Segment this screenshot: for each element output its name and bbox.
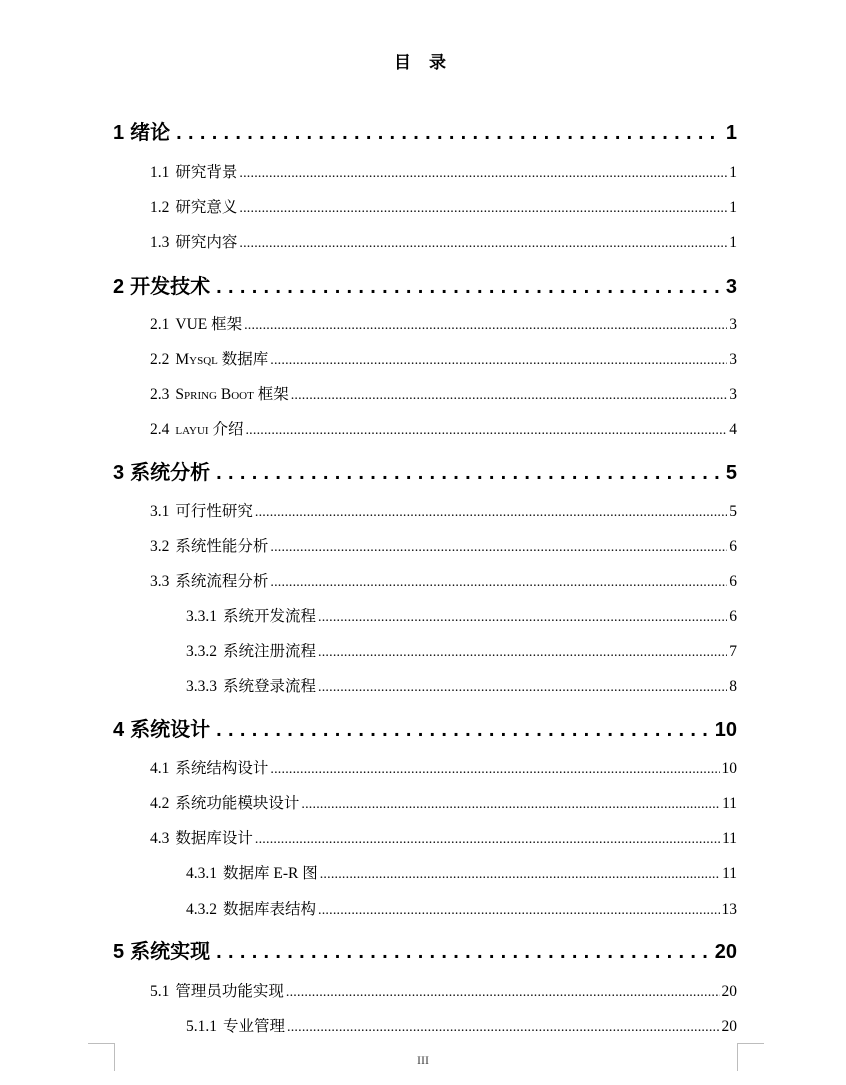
entry-text: 系统开发流程: [223, 608, 317, 625]
dot-leader: [301, 797, 720, 813]
entry-page: 1: [729, 199, 737, 216]
entry-page: 20: [714, 941, 737, 963]
entry-page: 13: [721, 901, 737, 918]
toc-entry-3-3-2[interactable]: [186, 639, 737, 661]
dot-leader: [287, 1020, 719, 1036]
entry-number: 2.2: [150, 351, 170, 368]
entry-page: 3: [729, 316, 737, 333]
entry-number: 3.2: [150, 538, 170, 555]
dot-leader: [255, 505, 727, 521]
toc-entry-1-1[interactable]: [150, 160, 737, 182]
entry-page: 1: [729, 164, 737, 181]
toc-entry-4[interactable]: [113, 713, 737, 739]
entry-number: 2.1: [150, 316, 170, 333]
entry-text: 系统登录流程: [223, 678, 317, 695]
entry-number: 2: [113, 276, 125, 298]
entry-page: 10: [714, 719, 737, 741]
entry-number: 5: [113, 941, 125, 963]
entry-number: 1.3: [150, 234, 170, 251]
toc-entry-2-3[interactable]: [150, 382, 737, 404]
entry-text: layui 介绍: [175, 421, 244, 438]
entry-page: 3: [729, 351, 737, 368]
entry-text: 系统性能分析: [175, 538, 269, 555]
entry-number: 2.3: [150, 386, 170, 403]
dot-leader: [244, 318, 727, 334]
entry-number: 1.2: [150, 199, 170, 216]
entry-page: 6: [729, 573, 737, 590]
entry-text: 研究内容: [175, 234, 238, 251]
entry-number: 1: [113, 122, 125, 144]
entry-text: 系统流程分析: [175, 573, 269, 590]
entry-text: 数据库设计: [175, 830, 253, 847]
entry-number: 2.4: [150, 421, 170, 438]
dot-leader: [176, 122, 722, 145]
entry-number: 5.1: [150, 983, 170, 1000]
entry-number: 4.1: [150, 760, 170, 777]
toc-entry-5-1-1[interactable]: [186, 1014, 737, 1036]
entry-text: 管理员功能实现: [175, 983, 284, 1000]
toc-entry-4-2[interactable]: [150, 791, 737, 813]
entry-page: 6: [729, 608, 737, 625]
entry-text: 数据库表结构: [223, 901, 317, 918]
toc-entry-5-1[interactable]: [150, 979, 737, 1001]
toc-title: 目 录: [394, 53, 452, 73]
entry-text: 数据库 E-R 图: [223, 865, 318, 882]
toc-entry-4-3[interactable]: [150, 826, 737, 848]
dot-leader: [216, 719, 711, 742]
entry-text: 系统分析: [130, 462, 211, 484]
entry-text: 系统结构设计: [175, 760, 269, 777]
entry-number: 3: [113, 462, 125, 484]
entry-page: 8: [729, 678, 737, 695]
toc-entry-4-3-2[interactable]: [186, 897, 737, 919]
entry-text: VUE 框架: [175, 316, 243, 333]
entry-text: 可行性研究: [175, 503, 253, 520]
toc-entry-5[interactable]: [113, 935, 737, 961]
entry-page: 20: [721, 1018, 737, 1035]
dot-leader: [239, 166, 727, 182]
dot-leader: [286, 985, 720, 1001]
entry-text: 研究意义: [175, 199, 238, 216]
entry-text: 系统设计: [130, 719, 211, 741]
toc-entry-1-2[interactable]: [150, 195, 737, 217]
entry-page: 3: [725, 276, 737, 298]
dot-leader: [216, 941, 711, 964]
toc-entry-3-1[interactable]: [150, 499, 737, 521]
toc-entry-3-2[interactable]: [150, 534, 737, 556]
dot-leader: [291, 388, 728, 404]
entry-text: 开发技术: [130, 276, 211, 298]
dot-leader: [318, 680, 727, 696]
dot-leader: [270, 762, 719, 778]
entry-page: 5: [729, 503, 737, 520]
entry-number: 5.1.1: [186, 1018, 217, 1035]
toc-entry-3-3-3[interactable]: [186, 674, 737, 696]
dot-leader: [245, 423, 727, 439]
entry-number: 3.3.3: [186, 678, 217, 695]
entry-number: 4.3.1: [186, 865, 217, 882]
dot-leader: [318, 903, 719, 919]
entry-page: 5: [725, 462, 737, 484]
entry-page: 3: [729, 386, 737, 403]
entry-text: 专业管理: [223, 1018, 286, 1035]
toc-entry-1[interactable]: [113, 116, 737, 142]
dot-leader: [255, 832, 720, 848]
entry-page: 10: [721, 760, 737, 777]
entry-text: Mysql 数据库: [175, 351, 269, 368]
toc-entry-4-3-1[interactable]: [186, 861, 737, 883]
entry-number: 4.2: [150, 795, 170, 812]
toc-entry-2-4[interactable]: [150, 417, 737, 439]
dot-leader: [239, 201, 727, 217]
toc-entry-2-2[interactable]: [150, 347, 737, 369]
entry-page: 1: [725, 122, 737, 144]
entry-page: 7: [729, 643, 737, 660]
page-number: III: [417, 1053, 429, 1067]
entry-text: 系统功能模块设计: [175, 795, 300, 812]
entry-number: 3.3.1: [186, 608, 217, 625]
dot-leader: [270, 540, 727, 556]
entry-text: 系统注册流程: [223, 643, 317, 660]
toc-entry-2[interactable]: [113, 270, 737, 296]
toc-entry-4-1[interactable]: [150, 756, 737, 778]
dot-leader: [216, 462, 722, 485]
entry-number: 4.3.2: [186, 901, 217, 918]
entry-page: 11: [722, 830, 737, 847]
dot-leader: [320, 867, 720, 883]
entry-number: 4.3: [150, 830, 170, 847]
entry-text: 系统实现: [130, 941, 211, 963]
entry-text: 绪论: [130, 122, 171, 144]
dot-leader: [318, 645, 727, 661]
entry-number: 3.1: [150, 503, 170, 520]
toc-entry-1-3[interactable]: [150, 230, 737, 252]
entry-number: 1.1: [150, 164, 170, 181]
entry-page: 1: [729, 234, 737, 251]
toc-entry-3-3-1[interactable]: [186, 604, 737, 626]
entry-page: 4: [729, 421, 737, 438]
dot-leader: [270, 575, 727, 591]
entry-text: Spring Boot 框架: [175, 386, 289, 403]
entry-number: 4: [113, 719, 125, 741]
entry-page: 6: [729, 538, 737, 555]
toc-entry-3-3[interactable]: [150, 569, 737, 591]
toc-entry-2-1[interactable]: [150, 312, 737, 334]
dot-leader: [216, 276, 722, 299]
toc-entry-3[interactable]: [113, 456, 737, 482]
entry-page: 11: [722, 795, 737, 812]
dot-leader: [270, 353, 727, 369]
dot-leader: [318, 610, 727, 626]
entry-page: 20: [721, 983, 737, 1000]
entry-number: 3.3: [150, 573, 170, 590]
dot-leader: [239, 236, 727, 252]
entry-text: 研究背景: [175, 164, 238, 181]
entry-page: 11: [722, 865, 737, 882]
entry-number: 3.3.2: [186, 643, 217, 660]
